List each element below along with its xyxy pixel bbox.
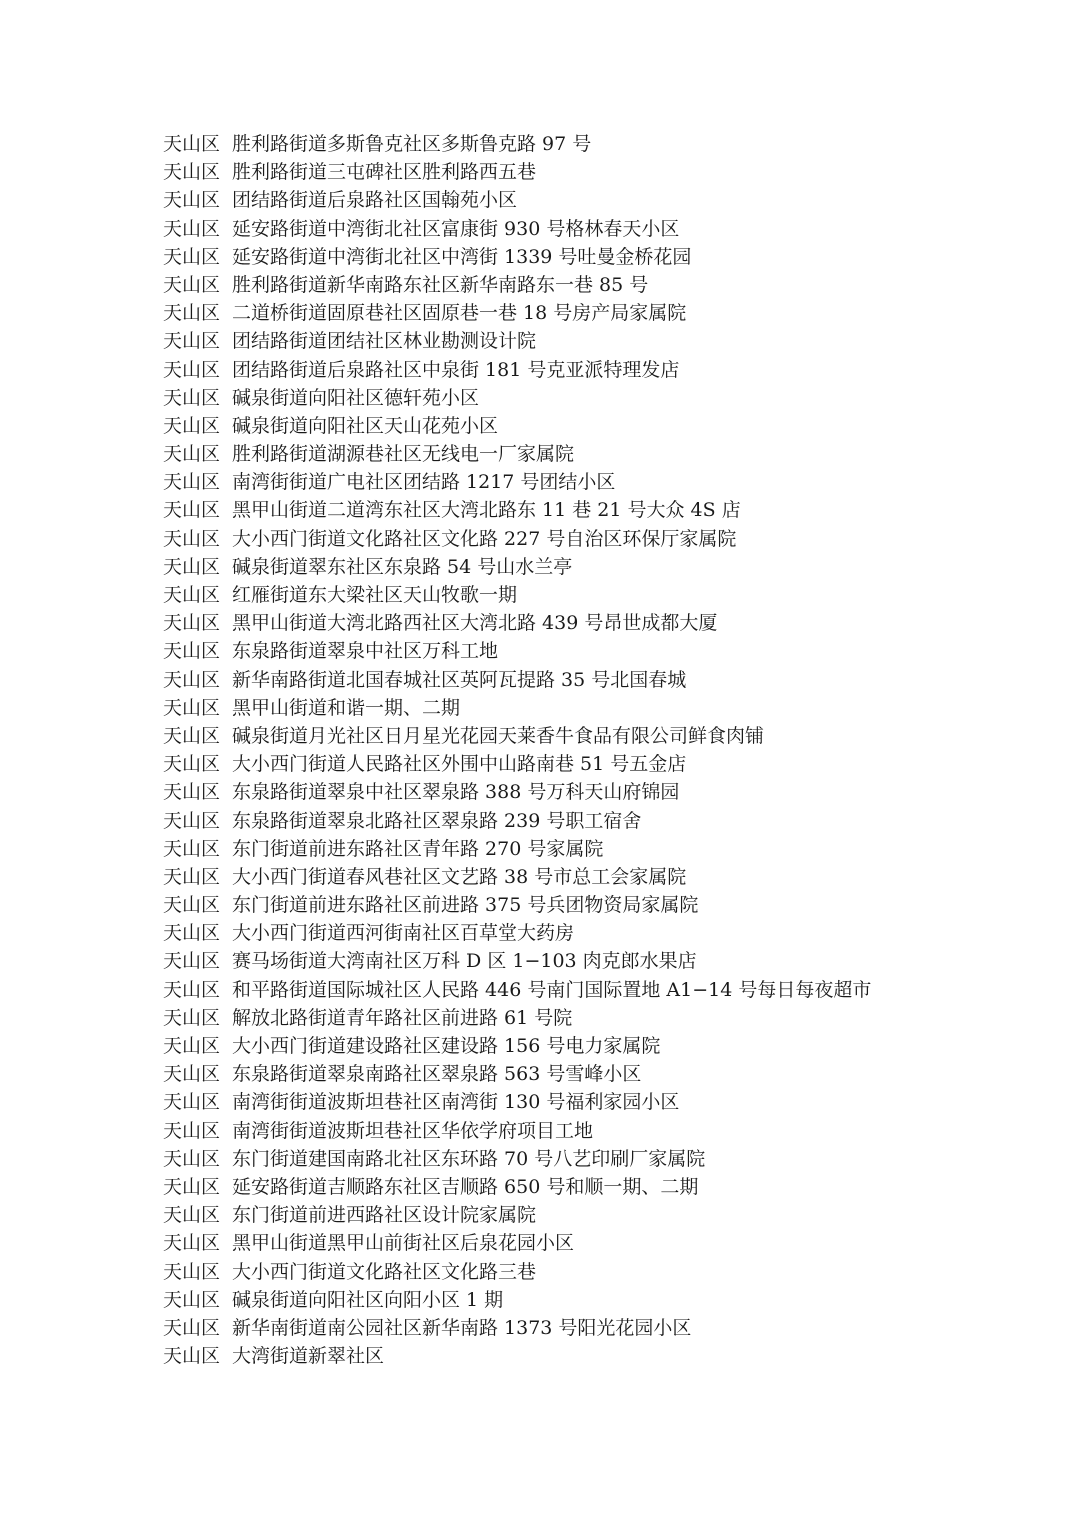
district-label: 天山区 (163, 1035, 221, 1057)
list-item (163, 243, 871, 271)
address-text: 东门街道前进东路社区前进路 375 号兵团物资局家属院 (232, 894, 699, 917)
list-item (163, 1342, 871, 1370)
list-item (163, 1032, 871, 1060)
address-text: 大湾街道新翠社区 (232, 1345, 385, 1368)
address-text: 南湾街街道广电社区团结路 1217 号团结小区 (232, 471, 616, 494)
address-text: 解放北路街道青年路社区前进路 61 号院 (232, 1006, 573, 1029)
address-text: 黑甲山街道和谐一期、二期 (232, 696, 461, 719)
address-text: 黑甲山街道二道湾东社区大湾北路东 11 巷 21 号大众 4S 店 (232, 499, 741, 522)
address-text: 二道桥街道固原巷社区固原巷一巷 18 号房产局家属院 (232, 302, 687, 325)
address-text: 胜利路街道多斯鲁克社区多斯鲁克路 97 号 (232, 133, 592, 155)
address-text: 红雁街道东大梁社区天山牧歌一期 (232, 584, 518, 606)
address-text: 大小西门街道建设路社区建设路 156 号电力家属院 (232, 1035, 661, 1057)
district-label: 天山区 (163, 443, 221, 466)
address-text: 碱泉街道向阳社区向阳小区 1 期 (232, 1288, 504, 1311)
list-item (163, 807, 871, 835)
address-text: 新华南路街道北国春城社区英阿瓦提路 35 号北国春城 (232, 668, 687, 691)
list-item (163, 1258, 871, 1286)
address-text: 黑甲山街道大湾北路西社区大湾北路 439 号昂世成都大厦 (232, 612, 718, 635)
list-item (163, 891, 871, 919)
district-label: 天山区 (163, 1204, 221, 1227)
address-text: 南湾街街道波斯坦巷社区南湾街 130 号福利家园小区 (232, 1091, 680, 1114)
district-label: 天山区 (163, 894, 221, 917)
list-item (163, 158, 871, 186)
address-text: 东门街道建国南路北社区东环路 70 号八艺印刷厂家属院 (232, 1147, 706, 1170)
district-label: 天山区 (163, 584, 221, 606)
list-item (163, 271, 871, 299)
list-item (163, 1229, 871, 1257)
list-item (163, 1145, 871, 1173)
list-item (163, 694, 871, 722)
address-text: 大小西门街道文化路社区文化路 227 号自治区环保厅家属院 (232, 527, 737, 550)
district-label: 天山区 (163, 922, 221, 945)
district-label: 天山区 (163, 302, 221, 325)
district-label: 天山区 (163, 1345, 221, 1368)
district-label: 天山区 (163, 414, 221, 437)
list-item (163, 863, 871, 891)
district-label: 天山区 (163, 330, 221, 353)
address-text: 大小西门街道春风巷社区文艺路 38 号市总工会家属院 (232, 865, 687, 888)
list-item (163, 215, 871, 243)
list-item (163, 581, 871, 609)
address-text: 团结路街道后泉路社区国翰苑小区 (232, 189, 518, 212)
address-text: 延安路街道吉顺路东社区吉顺路 650 号和顺一期、二期 (232, 1175, 699, 1198)
address-text: 碱泉街道月光社区日月星光花园天莱香牛食品有限公司鲜食肉铺 (232, 724, 765, 747)
address-text: 大小西门街道西河街南社区百草堂大药房 (232, 922, 575, 945)
list-item (163, 609, 871, 637)
district-label: 天山区 (163, 1316, 221, 1339)
district-label: 天山区 (163, 865, 221, 888)
address-text: 黑甲山街道黑甲山前街社区后泉花园小区 (232, 1232, 575, 1255)
list-item (163, 722, 871, 750)
district-label: 天山区 (163, 978, 221, 1001)
list-item (163, 384, 871, 412)
district-label: 天山区 (163, 1006, 221, 1029)
list-item (163, 525, 871, 553)
address-text: 胜利路街道新华南路东社区新华南路东一巷 85 号 (232, 273, 649, 296)
address-list (163, 130, 871, 1370)
address-text: 团结路街道后泉路社区中泉街 181 号克亚派特理发店 (232, 358, 680, 381)
district-label: 天山区 (163, 1260, 221, 1283)
district-label: 天山区 (163, 724, 221, 747)
district-label: 天山区 (163, 612, 221, 635)
list-item (163, 1088, 871, 1116)
list-item (163, 1201, 871, 1229)
list-item (163, 976, 871, 1004)
district-label: 天山区 (163, 1119, 221, 1142)
district-label: 天山区 (163, 386, 221, 409)
address-text: 东泉路街道翠泉中社区万科工地 (232, 640, 499, 663)
address-text: 碱泉街道翠东社区东泉路 54 号山水兰亭 (232, 555, 573, 578)
district-label: 天山区 (163, 950, 221, 973)
list-item (163, 496, 871, 524)
district-label: 天山区 (163, 161, 221, 184)
list-item (163, 299, 871, 327)
list-item (163, 778, 871, 806)
list-item (163, 412, 871, 440)
address-text: 南湾街街道波斯坦巷社区华依学府项目工地 (232, 1119, 594, 1142)
address-text: 东门街道前进东路社区青年路 270 号家属院 (232, 837, 604, 860)
district-label: 天山区 (163, 668, 221, 691)
district-label: 天山区 (163, 358, 221, 381)
address-text: 东泉路街道翠泉南路社区翠泉路 563 号雪峰小区 (232, 1063, 642, 1086)
list-item (163, 750, 871, 778)
district-label: 天山区 (163, 189, 221, 212)
list-item (163, 919, 871, 947)
address-text: 新华南街道南公园社区新华南路 1373 号阳光花园小区 (232, 1316, 692, 1339)
list-item (163, 835, 871, 863)
address-text: 碱泉街道向阳社区德轩苑小区 (232, 386, 480, 409)
district-label: 天山区 (163, 696, 221, 719)
address-text: 胜利路街道三屯碑社区胜利路西五巷 (232, 161, 537, 184)
list-item (163, 947, 871, 975)
list-item (163, 1117, 871, 1145)
district-label: 天山区 (163, 809, 221, 832)
address-text: 大小西门街道人民路社区外围中山路南巷 51 号五金店 (232, 753, 687, 776)
list-item (163, 468, 871, 496)
district-label: 天山区 (163, 499, 221, 522)
address-text: 延安路街道中湾街北社区富康街 930 号格林春天小区 (232, 217, 680, 240)
address-text: 大小西门街道文化路社区文化路三巷 (232, 1260, 537, 1283)
list-item (163, 1314, 871, 1342)
district-label: 天山区 (163, 781, 221, 804)
district-label: 天山区 (163, 527, 221, 550)
district-label: 天山区 (163, 1175, 221, 1198)
list-item (163, 1004, 871, 1032)
district-label: 天山区 (163, 217, 221, 240)
address-text: 碱泉街道向阳社区天山花苑小区 (232, 414, 499, 437)
address-text: 和平路街道国际城社区人民路 446 号南门国际置地 A1−14 号每日每夜超市 (232, 978, 872, 1001)
address-text: 东泉路街道翠泉北路社区翠泉路 239 号职工宿舍 (232, 809, 642, 832)
address-text: 胜利路街道湖源巷社区无线电一厂家属院 (232, 443, 575, 466)
district-label: 天山区 (163, 1288, 221, 1311)
list-item (163, 637, 871, 665)
district-label: 天山区 (163, 555, 221, 578)
district-label: 天山区 (163, 273, 221, 296)
list-item (163, 1060, 871, 1088)
address-text: 团结路街道团结社区林业勘测设计院 (232, 330, 537, 353)
district-label: 天山区 (163, 640, 221, 663)
district-label: 天山区 (163, 245, 221, 268)
list-item (163, 327, 871, 355)
list-item (163, 440, 871, 468)
district-label: 天山区 (163, 1063, 221, 1086)
address-text: 东泉路街道翠泉中社区翠泉路 388 号万科天山府锦园 (232, 781, 680, 804)
district-label: 天山区 (163, 1232, 221, 1255)
list-item (163, 666, 871, 694)
district-label: 天山区 (163, 471, 221, 494)
address-text: 赛马场街道大湾南社区万科 D 区 1−103 肉克郎水果店 (232, 950, 697, 973)
district-label: 天山区 (163, 1091, 221, 1114)
address-text: 东门街道前进西路社区设计院家属院 (232, 1204, 537, 1227)
list-item (163, 1286, 871, 1314)
list-item (163, 1173, 871, 1201)
district-label: 天山区 (163, 133, 221, 155)
list-item (163, 553, 871, 581)
list-item (163, 356, 871, 384)
list-item (163, 186, 871, 214)
district-label: 天山区 (163, 1147, 221, 1170)
district-label: 天山区 (163, 837, 221, 860)
district-label: 天山区 (163, 753, 221, 776)
address-text: 延安路街道中湾街北社区中湾街 1339 号吐曼金桥花园 (232, 245, 692, 268)
list-item (163, 130, 871, 158)
